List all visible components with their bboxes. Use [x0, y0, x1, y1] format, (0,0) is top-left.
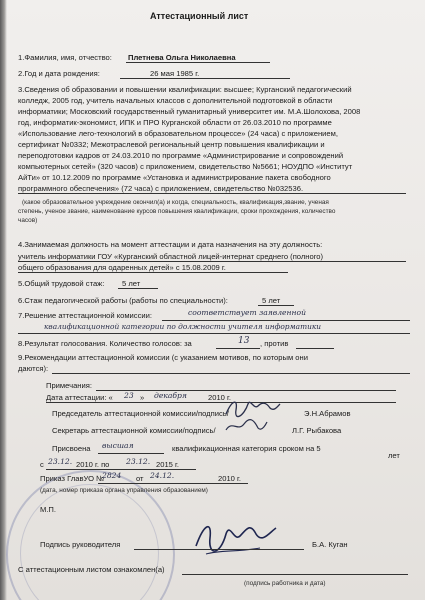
secretary-label: Секретарь аттестационной комиссии/подпись/ [52, 426, 216, 435]
order-note: (дата, номер приказа органа управления образованием) [40, 487, 208, 494]
period-from-prefix: с [40, 460, 44, 469]
field-5-label: 5.Общий трудовой стаж: [18, 279, 105, 288]
period-to: 23.12. [126, 457, 151, 466]
field-6-label: 6.Стаж педагогической работы (работы по специальности): [18, 296, 228, 305]
order-prefix: Приказ ГлавУО № [40, 474, 105, 483]
teaching-underline [258, 305, 294, 306]
assigned-suffix: квалификационная категория сроком на 5 [172, 444, 321, 453]
head-name: Б.А. Куган [312, 540, 348, 549]
field-7-label: 7.Решение аттестационной комиссии: [18, 311, 152, 320]
field-1-label: 1.Фамилия, имя, отчество: [18, 53, 112, 62]
education-line-3: информатики; Московский государственный гуманитарный университет им. М.А.Шолохова, 2008 [18, 107, 361, 116]
head-signature [190, 516, 280, 560]
experience-underline [118, 288, 158, 289]
assigned-years: лет [388, 451, 400, 460]
votes-against-underline [296, 348, 334, 349]
position-line-2: учитель информатики ГОУ «Курганский областной лицей-интернат среднего (полного) [18, 252, 324, 261]
secretary-signature [224, 416, 268, 436]
remarks-underline [96, 390, 396, 391]
education-line-2: колледж, 2005 год, учитель начальных классов с дополнительной подготовкой в области [18, 96, 333, 105]
assigned-category: высшая [102, 441, 134, 450]
education-line-4: год, информатик-экономист, ИПК и ПРО Курганской области от 26.03.2010 по программе [18, 118, 332, 127]
head-underline [134, 549, 304, 550]
remarks-label: Примечания: [46, 381, 92, 390]
order-date: 24.12. [150, 471, 175, 480]
recommend-underline [52, 373, 410, 374]
position-underline-2 [18, 272, 288, 273]
order-year: 2010 г. [218, 474, 241, 483]
education-note-3: часов) [18, 217, 38, 224]
recommend-line-1: 9.Рекомендации аттестационной комиссии (с указанием мотивов, по которым они [18, 353, 308, 362]
chair-label: Председатель аттестационной комиссии/подпись/ [52, 409, 229, 418]
teaching-experience-value: 5 лет [262, 296, 281, 305]
decision-handwritten-1: соответствует заявленной [188, 308, 307, 317]
period-to-year: 2015 г. [156, 460, 179, 469]
position-line-3: общего образования для одаренных детей» с 15.08.2009 г. [18, 263, 226, 272]
education-note-2: степень, ученое звание, наименование курсов повышения квалификации, сроки прохождения, количество [18, 208, 336, 215]
remarks-underline-2 [46, 402, 396, 403]
recommend-line-2: даются): [18, 364, 49, 373]
period-from: 23.12. [48, 457, 73, 466]
mp-label: М.П. [40, 505, 57, 514]
education-underline [18, 193, 406, 194]
ack-note: (подпись работника и дата) [244, 580, 326, 587]
order-from: от [136, 474, 144, 483]
education-line-10: программного обеспечения» (72 часа) с приложением, свидетельство №032536. [18, 184, 304, 193]
education-line-7: переподготовки кадров от 24.03.2010 по программе «Администрирование и сопровождений [18, 151, 344, 160]
att-date-day: 23 [124, 391, 134, 400]
education-line-6: сертификат №0332; Межотраслевой региональный центр повышения квалификации и [18, 140, 325, 149]
birth-underline [120, 78, 290, 79]
votes-for-value: 13 [238, 336, 250, 346]
full-name-value: Плетнева Ольга Николаевна [128, 53, 236, 62]
decision-underline-1 [162, 320, 410, 321]
votes-for-underline [216, 348, 260, 349]
order-number: 2824 [102, 471, 122, 480]
head-label: Подпись руководителя [40, 540, 121, 549]
category-underline [98, 453, 164, 454]
votes-against-label: , против [260, 339, 289, 348]
att-date-quote: » [140, 393, 145, 402]
total-experience-value: 5 лет [122, 279, 141, 288]
decision-handwritten-2: квалификационной категории по должности учителя информатики [44, 322, 322, 331]
att-date-year: 2010 г. [208, 393, 231, 402]
period-from-year: 2010 г. по [76, 460, 110, 469]
secretary-name: Л.Г. Рыбакова [292, 426, 342, 435]
field-8-label: 8.Результат голосования. Количество голосов: за [18, 339, 192, 348]
education-line-9: АйТи» от 10.12.2009 по программе «Установка и администрирование пакета свободного [18, 173, 331, 182]
education-line-1: 3.Сведения об образовании и повышении квалификации: высшее; Курганский педагогический [18, 85, 352, 94]
att-date-label: Дата аттестации: « [46, 393, 113, 402]
position-line-1: 4.Занимаемая должность на момент аттестации и дата назначения на эту должность: [18, 240, 323, 249]
decision-underline-2 [18, 333, 410, 334]
education-note-1: (какое образовательное учреждение окончил(а) и когда, специальность, квалификация,звание, ученая [22, 199, 329, 206]
period-underline [46, 469, 196, 470]
ack-label: С аттестационным листом ознакомлен(а) [18, 565, 165, 574]
field-2-label: 2.Год и дата рождения: [18, 69, 100, 78]
birth-date-value: 26 мая 1985 г. [150, 69, 200, 78]
att-date-month: декабря [154, 391, 187, 400]
page-title: Аттестационный лист [150, 11, 249, 21]
chair-name: Э.Н.Абрамов [304, 409, 351, 418]
order-underline [98, 483, 248, 484]
ack-underline [182, 574, 408, 575]
assigned-prefix: Присвоена [52, 444, 91, 453]
name-underline [126, 62, 270, 63]
education-line-5: «Использование лего-технологий в образовательном процессе» (24 часа) с приложением, [18, 129, 338, 138]
position-underline-1 [18, 261, 406, 262]
education-line-8: компьютерных сетей» (320 часов) с приложением, свидетельство №5661; НОУДПО «Институт [18, 162, 353, 171]
